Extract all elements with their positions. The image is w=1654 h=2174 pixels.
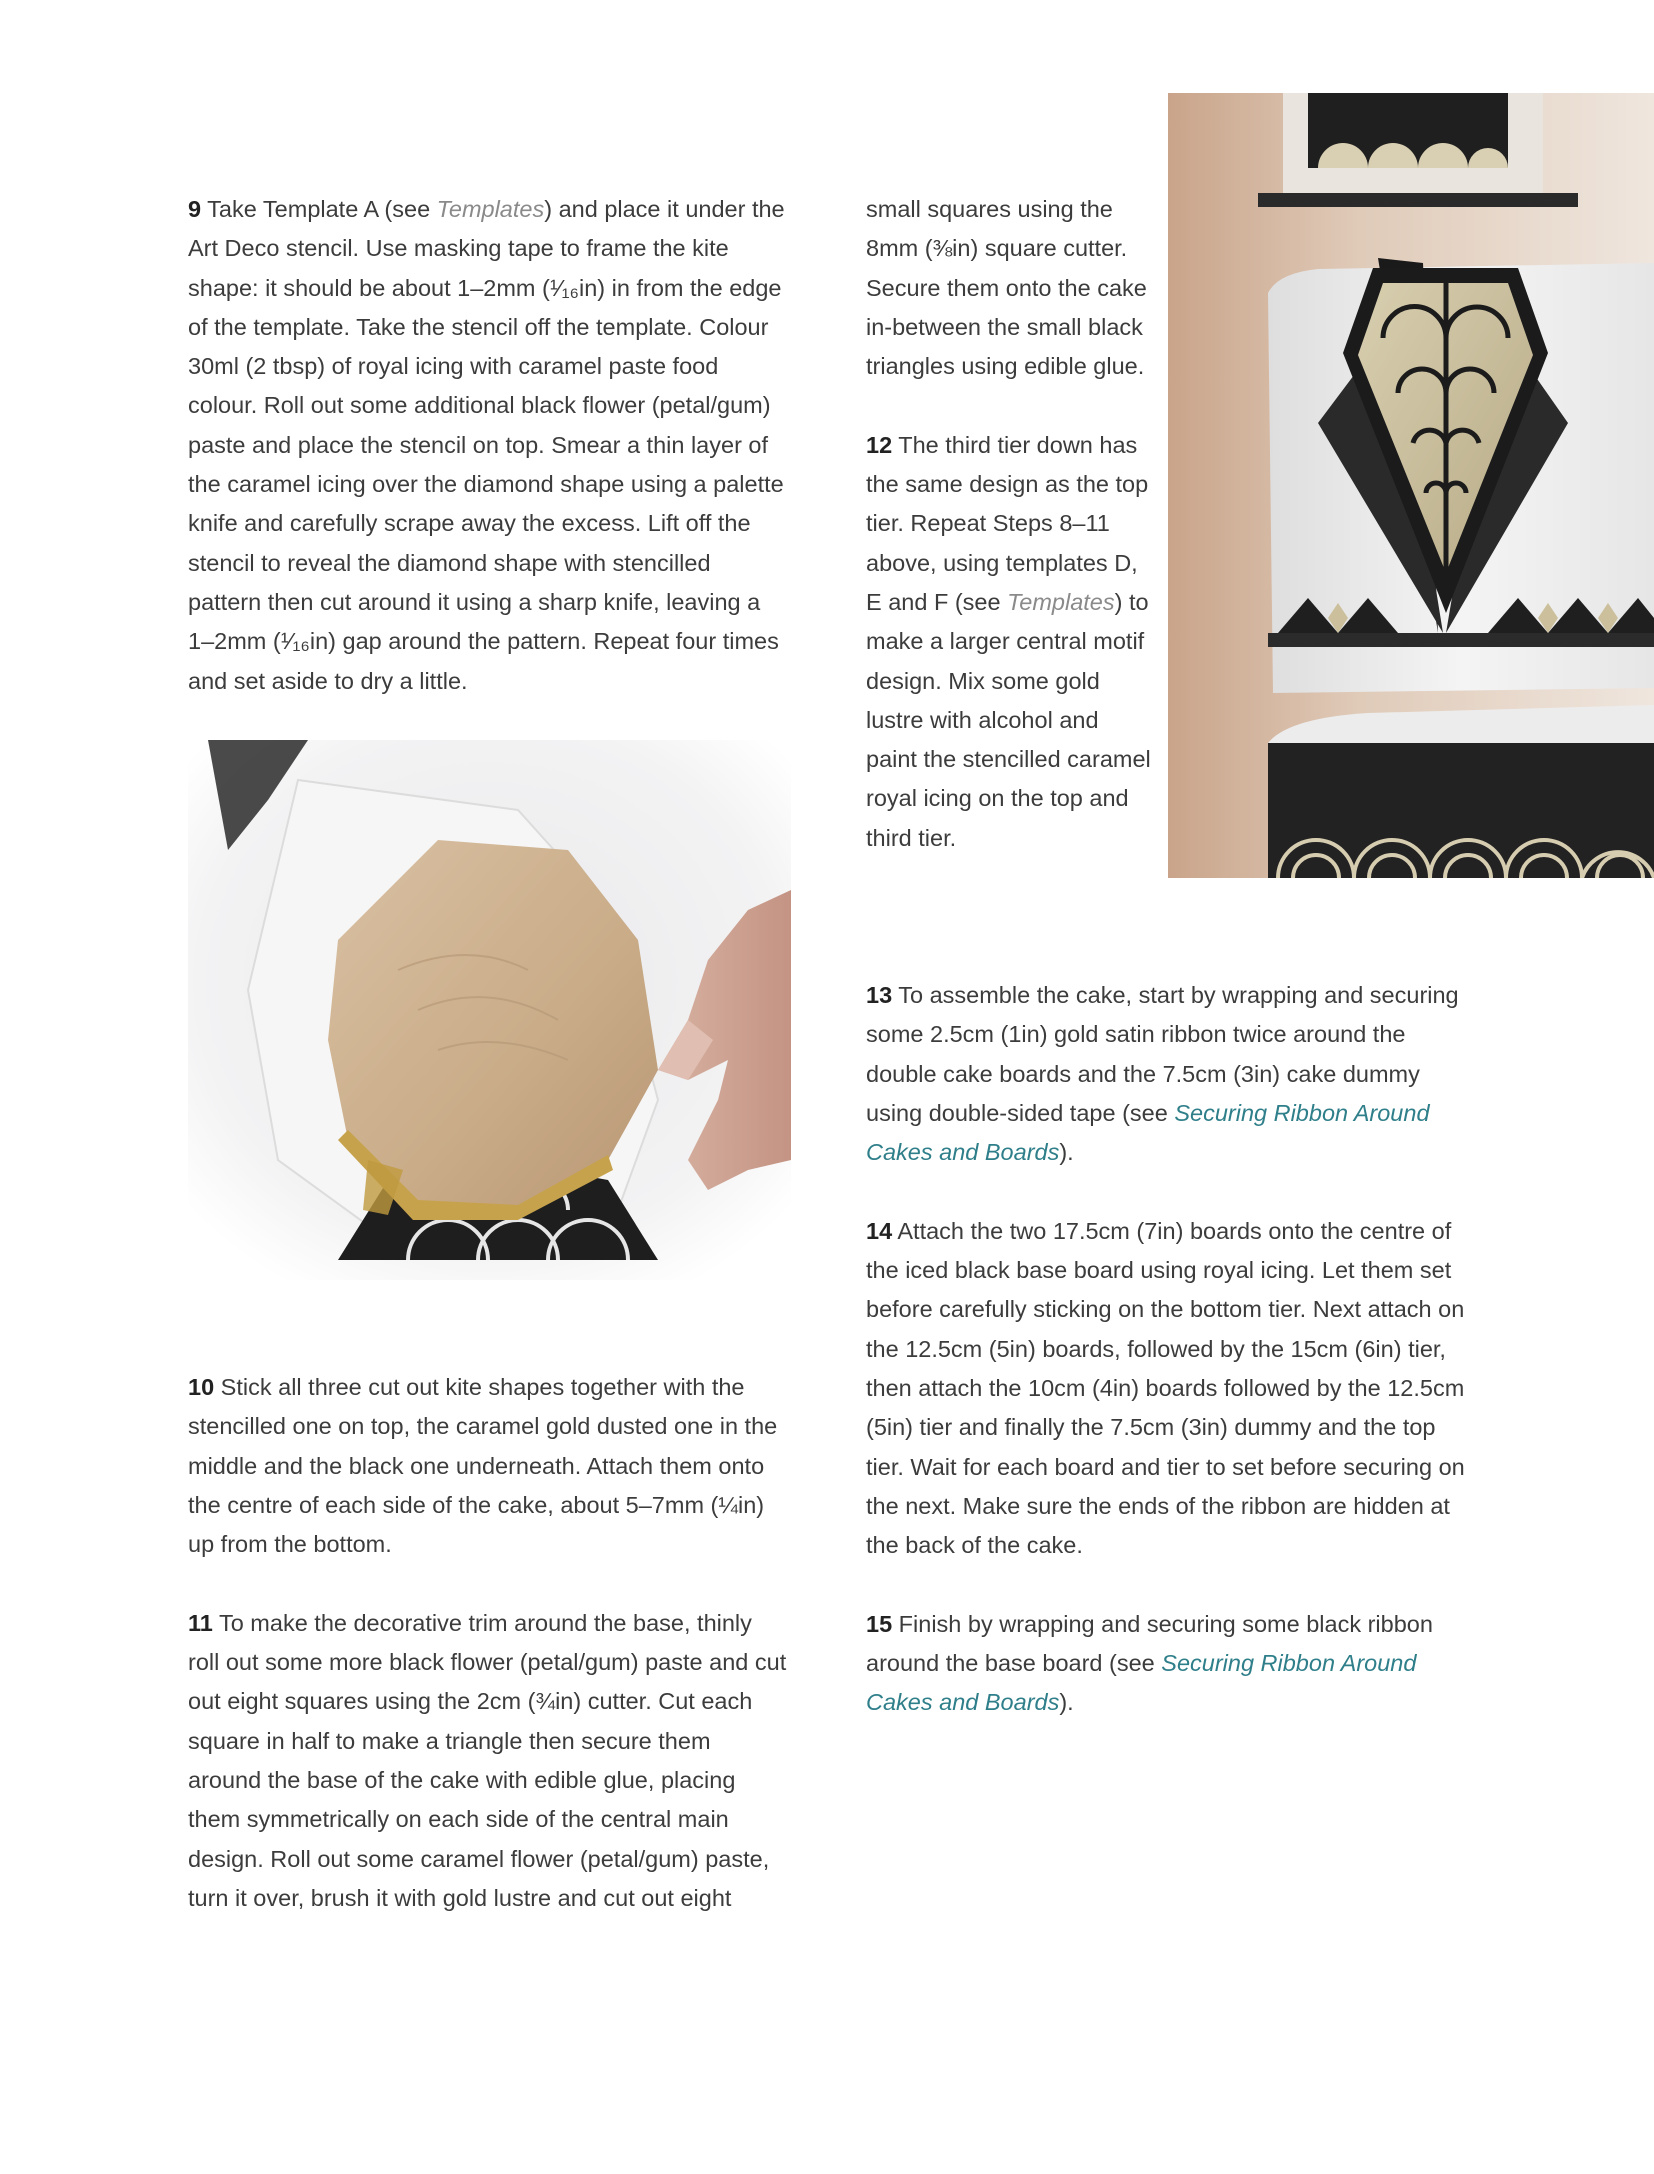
art-deco-cake-photo xyxy=(1168,93,1654,878)
step-12-text-b: ) to make a larger central motif design. Mix some gold lustre with alcohol and paint the stencilled caramel royal icing on the top and third tier. xyxy=(866,588,1151,851)
step-14-number: 14 xyxy=(866,1217,893,1244)
step-10 xyxy=(188,1368,788,1564)
step-12-text-a: The third tier down has the same design as the top tier. Repeat Steps 8–11 above, using templates D, E and F (see xyxy=(866,431,1149,615)
step-9 xyxy=(188,190,788,701)
step-10-number: 10 xyxy=(188,1374,215,1400)
right-column-wide xyxy=(866,976,1476,1762)
art-deco-cake-illustration xyxy=(1168,93,1654,878)
step-9-text-b: ) and place it under the Art Deco stencil. Use masking tape to frame the kite shape: it should be about 1–2mm (¹⁄₁₆in) in from the edge of the template. Take the stencil off the template. Colour 30ml (2 tbsp) of royal icing with caramel paste food colour. Roll out some additional black flower (petal/gum) paste and place the stencil on top. Smear a thin layer of the caramel icing over the diamond shape using a palette knife and carefully scrape away the excess. Lift off the stencil to reveal the diamond shape with stencilled pattern then cut around it using a sharp knife, leaving a 1–2mm (¹⁄₁₆in) gap around the pattern. Repeat four times and set aside to dry a little. xyxy=(188,196,785,694)
step-11-number: 11 xyxy=(188,1609,213,1636)
step-13 xyxy=(866,976,1476,1172)
step-15-number: 15 xyxy=(866,1610,893,1637)
right-column-narrow xyxy=(866,190,1151,897)
step-14-text: Attach the two 17.5cm (7in) boards onto the centre of the iced black base board using royal icing. Let them set before carefully sticking on the bottom tier. Next attach on the 12.5cm (5in) boards, followed by the 15cm (6in) tier, then attach the 10cm (4in) boards followed by the 12.5cm (5in) tier and finally the 7.5cm (3in) dummy and the top tier. Wait for each board and tier to set before securing on the next. Make sure the ends of the ribbon are hidden at the back of the cake. xyxy=(866,1217,1465,1559)
step-12-number: 12 xyxy=(866,431,893,458)
templates-reference[interactable]: Templates xyxy=(436,196,545,222)
step-10-text: Stick all three cut out kite shapes together with the stencilled one on top, the caramel gold dusted one in the middle and the black one underneath. Attach them onto the centre of each side of the cake, about 5–7mm (¼in) up from the bottom. xyxy=(188,1374,778,1558)
step-12 xyxy=(866,426,1151,858)
left-column-top xyxy=(188,190,788,740)
step-15 xyxy=(866,1605,1476,1723)
step-11-text: To make the decorative trim around the base, thinly roll out some more black flower (petal/gum) paste and cut out eight squares using the 2cm (¾in) cutter. Cut each square in half to make a triangle then secure them around the base of the cake with edible glue, placing them symmetrically on each side of the central main design. Roll out some caramel flower (petal/gum) paste, turn it over, brush it with gold lustre and cut out eight xyxy=(188,1609,787,1911)
step-15-text-b: ). xyxy=(1059,1689,1074,1716)
step-14 xyxy=(866,1212,1476,1566)
step-13-text-b: ). xyxy=(1059,1139,1074,1166)
step-11-continued: small squares using the 8mm (⅜in) square cutter. Secure them onto the cake in-between the small black triangles using edible glue. xyxy=(866,196,1147,380)
step-13-text-a: To assemble the cake, start by wrapping and securing some 2.5cm (1in) gold satin ribbon twice around the double cake boards and the 7.5cm (3in) cake dummy using double-sided tape (see xyxy=(866,982,1459,1126)
step-15-text-a: Finish by wrapping and securing some black ribbon around the base board (see xyxy=(866,1610,1433,1677)
step-9-number: 9 xyxy=(188,196,202,222)
templates-reference-2[interactable]: Templates xyxy=(1007,588,1115,615)
step-11 xyxy=(188,1604,788,1918)
securing-ribbon-link-2[interactable]: Securing Ribbon Around Cakes and Boards xyxy=(866,1650,1417,1716)
stencil-photo-illustration xyxy=(188,740,791,1280)
left-column-bottom xyxy=(188,1368,788,1957)
step-13-number: 13 xyxy=(866,982,893,1008)
stencil-photo xyxy=(188,740,791,1280)
step-9-text-a: Take Template A (see xyxy=(201,196,437,222)
securing-ribbon-link[interactable]: Securing Ribbon Around Cakes and Boards xyxy=(866,1099,1430,1166)
